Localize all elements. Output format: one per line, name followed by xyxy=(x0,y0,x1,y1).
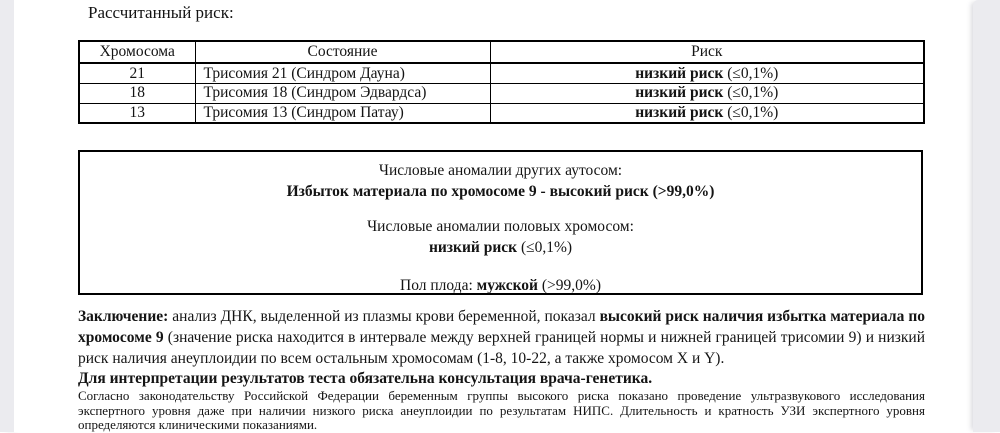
autosomes-label: Числовые аномалии других аутосом: xyxy=(378,162,623,179)
sex-risk-level-text: низкий риск xyxy=(428,239,518,256)
chromosome-cell: 13 xyxy=(79,103,195,123)
table-row xyxy=(79,103,924,123)
risk-level-text: низкий риск xyxy=(635,64,724,82)
conclusion-text-1: анализ ДНК, выделенной из плазмы крови беременной, показал xyxy=(168,308,600,325)
col-header-chromosome: Хромосома xyxy=(79,41,195,63)
risk-cell xyxy=(490,103,924,123)
conclusion-section xyxy=(78,306,925,433)
conclusion-paragraph xyxy=(78,306,925,369)
col-header-risk: Риск xyxy=(490,41,924,63)
sex-chromosomes-risk xyxy=(80,237,921,258)
col-header-condition: Состояние xyxy=(195,41,490,63)
risk-table xyxy=(78,40,925,124)
conclusion-label: Заключение: xyxy=(78,308,169,325)
anomalies-box xyxy=(78,150,923,295)
autosomes-result: Избыток материала по хромосоме 9 - высокий риск (>99,0%) xyxy=(286,183,715,200)
sex-chromosomes-label: Числовые аномалии половых хромосом: xyxy=(367,218,634,235)
legal-fine-print: Согласно законодательству Российской Федерации беременным группы высокого риска показано проведение ультразвукового исследования экспертного уровня даже при наличии низкого риска анеуплоидии по результатам НИПС. Длительность и кратность УЗИ экспертного уровня определяются клиническими показаниями. xyxy=(78,388,925,432)
risk-level-text: низкий риск xyxy=(635,84,724,102)
risk-threshold-text: (≤0,1%) xyxy=(723,104,779,122)
document-page xyxy=(14,0,973,432)
condition-cell: Трисомия 18 (Синдром Эдвардса) xyxy=(195,83,490,103)
table-row xyxy=(79,83,924,103)
condition-cell: Трисомия 13 (Синдром Патау) xyxy=(195,103,490,123)
fetal-sex-line xyxy=(80,275,921,296)
right-margin-gutter xyxy=(973,0,1000,432)
fetal-sex-confidence: (>99,0%) xyxy=(538,277,601,294)
fetal-sex-value: мужской xyxy=(476,277,538,294)
risk-cell xyxy=(490,63,924,83)
conclusion-text-2: (значение риска находится в интервале между верхней границей нормы и нижней границей трисомии 9) и низкий риск наличия анеуплоидии по всем остальным хромосомам (1-8, 10-22, а также хромосом X и Y). xyxy=(78,329,926,367)
condition-cell: Трисомия 21 (Синдром Дауна) xyxy=(195,63,490,83)
table-row xyxy=(79,63,924,83)
fetal-sex-label: Пол плода: xyxy=(400,277,477,294)
left-margin-gutter xyxy=(0,0,14,432)
sex-risk-threshold-text: (≤0,1%) xyxy=(517,239,573,256)
chromosome-cell: 18 xyxy=(79,83,195,103)
geneticist-consult-note: Для интерпретации результатов теста обязательна консультация врача-генетика. xyxy=(78,370,653,387)
table-header-row xyxy=(79,41,924,63)
risk-level-text: низкий риск xyxy=(635,104,724,122)
section-title: Рассчитанный риск: xyxy=(88,3,234,22)
risk-threshold-text: (≤0,1%) xyxy=(723,64,779,82)
conclusion-highlight: высокий риск наличия избытка материала по хромосоме 9 xyxy=(78,308,926,346)
risk-threshold-text: (≤0,1%) xyxy=(723,84,779,102)
risk-cell xyxy=(490,83,924,103)
chromosome-cell: 21 xyxy=(79,63,195,83)
